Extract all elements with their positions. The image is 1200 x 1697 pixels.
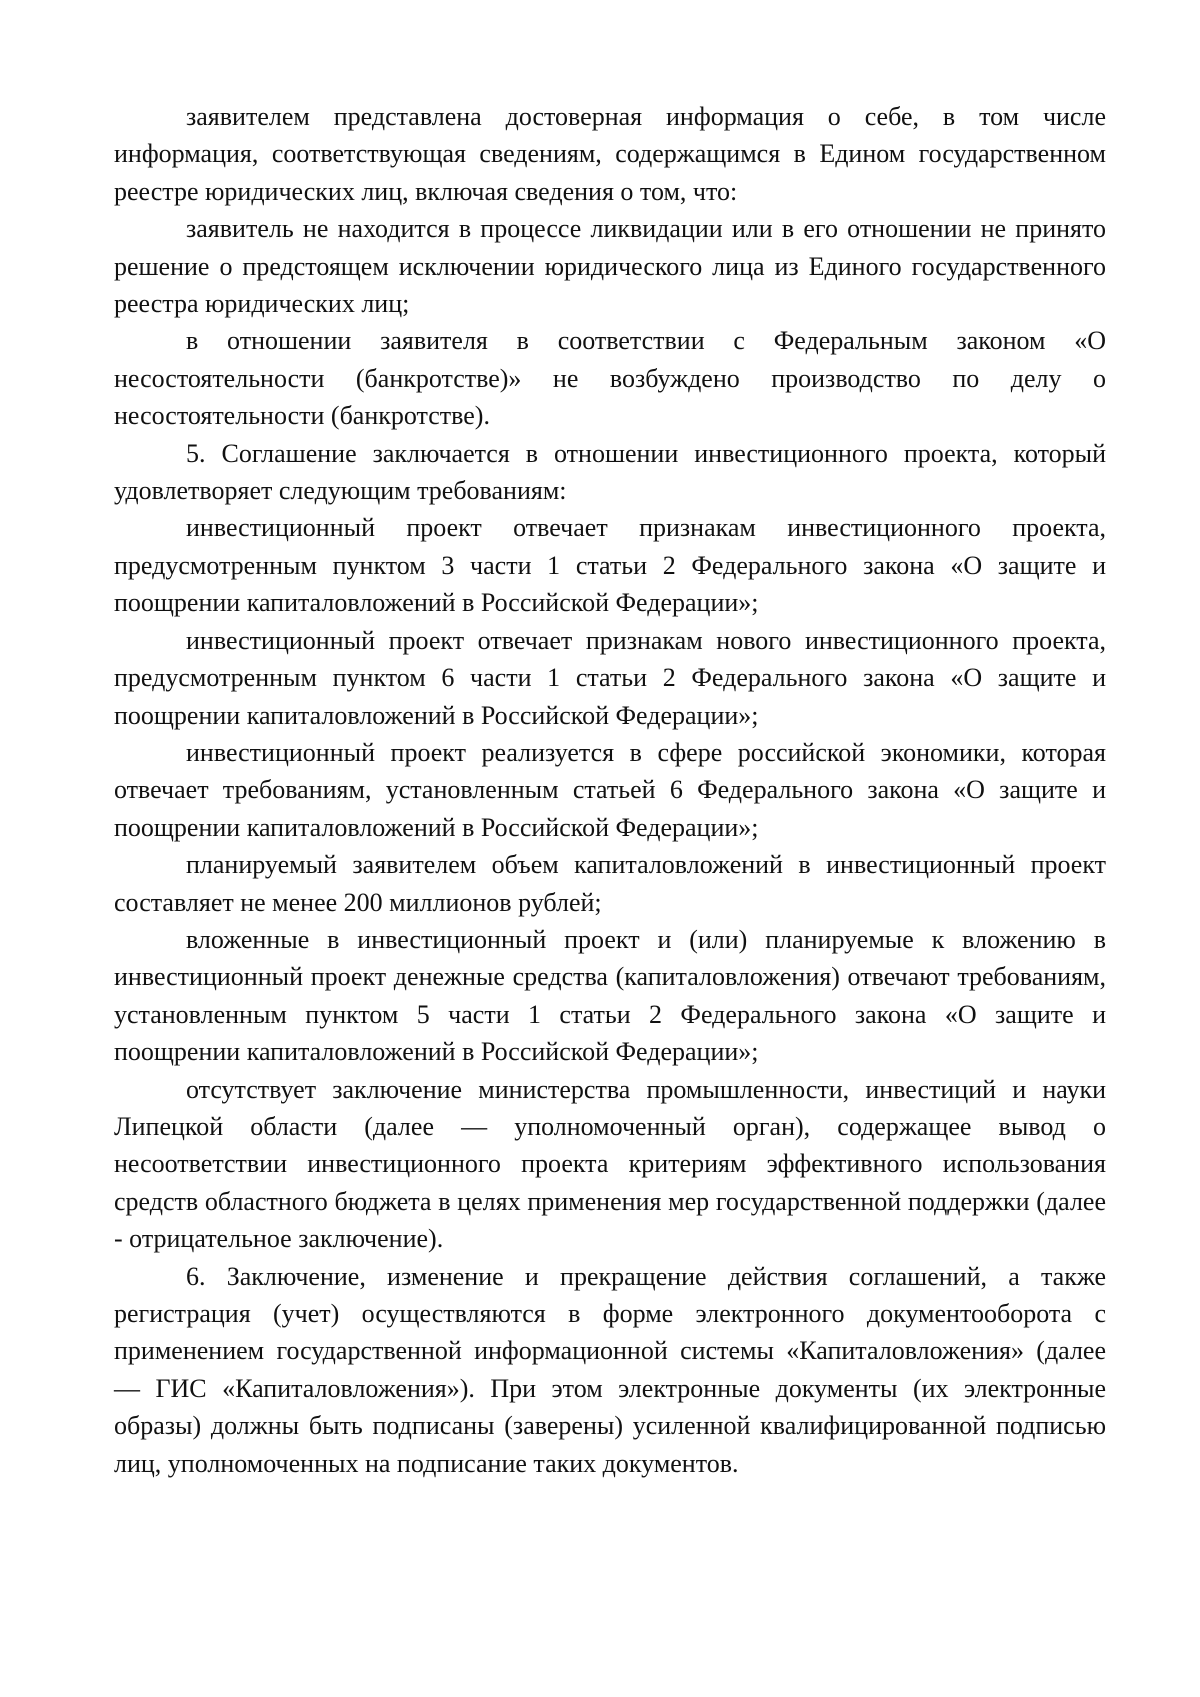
- paragraph: заявителем представлена достоверная информация о себе, в том числе информация, соответствующая сведениям, содержащимся в Едином государственном реестре юридических лиц, включая сведения о том, что:: [114, 102, 1106, 206]
- paragraph: заявитель не находится в процессе ликвидации или в его отношении не принято решение о предстоящем исключении юридического лица из Единого государственного реестра юридических лиц;: [114, 214, 1106, 319]
- paragraph: инвестиционный проект отвечает признакам нового инвестиционного проекта, предусмотренным пунктом 6 части 1 статьи 2 Федерального закона «О защите и поощрении капиталовложений в Российской Федерации»;: [114, 625, 1106, 730]
- paragraph: инвестиционный проект отвечает признакам инвестиционного проекта, предусмотренным пунктом 3 части 1 статьи 2 Федерального закона «О защите и поощрении капиталовложений в Российской Федерации»;: [114, 513, 1106, 618]
- paragraph: отсутствует заключение министерства промышленности, инвестиций и науки Липецкой области (далее — уполномоченный орган), содержащее вывод о несоответствии инвестиционного проекта критериям эффективного использования средств областного бюджета в целях применения мер государственной поддержки (далее - отрицательное заключение).: [114, 1074, 1106, 1254]
- paragraph: в отношении заявителя в соответствии с Федеральным законом «О несостоятельности (банкротстве)» не возбуждено производство по делу о несостоятельности (банкротстве).: [114, 326, 1106, 431]
- paragraph: 6. Заключение, изменение и прекращение действия соглашений, а также регистрация (учет) осуществляются в форме электронного документооборота с применением государственной информационной системы «Капиталовложения» (далее — ГИС «Капиталовложения»). При этом электронные документы (их электронные образы) должны быть подписаны (заверены) усиленной квалифицированной подписью лиц, уполномоченных на подписание таких документов.: [114, 1261, 1106, 1478]
- paragraph: 5. Соглашение заключается в отношении инвестиционного проекта, который удовлетворяет следующим требованиям:: [114, 438, 1106, 506]
- document-body: [114, 98, 1106, 1482]
- paragraph: инвестиционный проект реализуется в сфере российской экономики, которая отвечает требованиям, установленным статьей 6 Федерального закона «О защите и поощрении капиталовложений в Российской Федерации»;: [114, 737, 1106, 842]
- paragraph: планируемый заявителем объем капиталовложений в инвестиционный проект составляет не менее 200 миллионов рублей;: [114, 850, 1106, 917]
- paragraph: вложенные в инвестиционный проект и (или) планируемые к вложению в инвестиционный проект денежные средства (капиталовложения) отвечают требованиям, установленным пунктом 5 части 1 статьи 2 Федерального закона «О защите и поощрении капиталовложений в Российской Федерации»;: [114, 924, 1106, 1067]
